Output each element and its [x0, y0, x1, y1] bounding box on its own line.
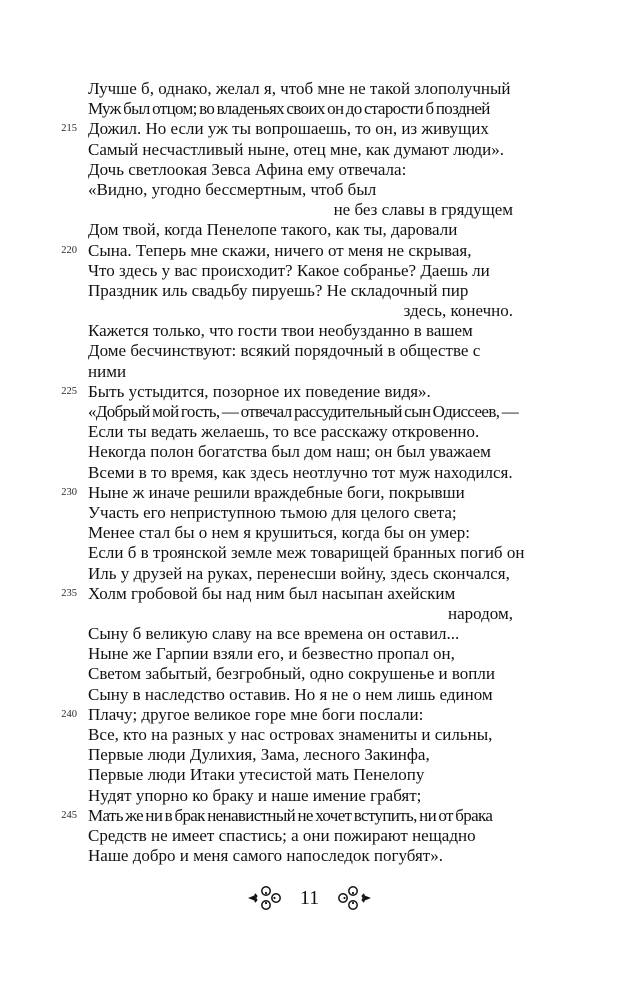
page-number: 11 [299, 887, 320, 909]
verse-text: Если ты ведать желаешь, то все расскажу откровенно. [88, 422, 480, 442]
verse-text: Средств не имеет спастись; а они пожирают нещадно [88, 825, 476, 845]
verse-text: Ныне ж иначе решили враждебные боги, покрывши [88, 482, 465, 502]
verse-line [88, 261, 513, 281]
verse-text: Самый несчастливый ныне, отец мне, как думают люди». [88, 139, 505, 159]
verse-line [61, 704, 513, 725]
verse-line [88, 200, 513, 220]
fleuron-right-icon [335, 884, 371, 912]
verse-text: «Добрый мой гость, — отвечал рассудительный сын Одиссеев, — [88, 402, 519, 421]
verse-text: Ныне же Гарпии взяли его, и безвестно пропал он, [88, 644, 455, 664]
line-number: 225 [61, 385, 77, 397]
verse-line [88, 523, 513, 543]
fleuron-left-icon [248, 884, 284, 912]
verse-text: Мать же ни в брак ненавистный не хочет вступить, ни от брака [88, 805, 493, 825]
verse-line [61, 381, 513, 402]
verse-text: Первые люди Итаки утесистой мать Пенелопу [88, 765, 425, 785]
verse-line [61, 805, 513, 826]
verse-line [88, 301, 513, 321]
verse-line [88, 644, 513, 664]
verse-text: «Видно, угодно бессмертным, чтоб был [88, 179, 377, 199]
verse-line [88, 321, 513, 341]
verse-text: Всеми в то время, как здесь неотлучно тот муж находился. [88, 462, 513, 482]
verse-line [88, 846, 513, 866]
verse-text: Наше добро и меня самого напоследок погубят». [88, 846, 443, 866]
verse-text: Дом твой, когда Пенелопе такого, как ты, даровали [88, 220, 458, 240]
verse-line [88, 160, 513, 180]
line-number: 230 [61, 486, 77, 498]
verse-text: Светом забытый, безгробный, одно сокрушенье и вопли [88, 664, 495, 684]
verse-text: Дочь светлоокая Зевса Афина ему отвечала: [88, 159, 407, 179]
verse-text: Сына. Теперь мне скажи, ничего от меня не скрывая, [88, 240, 472, 260]
verse-line [88, 402, 519, 422]
verse-text: Участь его неприступною тьмою для целого света; [88, 502, 457, 522]
verse-text: Праздник иль свадьбу пируешь? Не складочный пир [88, 280, 469, 300]
verse-line [88, 786, 513, 806]
verse-text: народом, [448, 603, 513, 623]
line-number: 235 [61, 587, 77, 599]
verse-text: Что здесь у вас происходит? Какое собранье? Даешь ли [88, 260, 490, 280]
verse-line [88, 685, 513, 705]
line-number: 245 [61, 809, 77, 821]
verse-text: не без славы в грядущем [333, 200, 513, 220]
verse-text: Если б в троянской земле меж товарищей бранных погиб он [88, 543, 525, 563]
verse-text: Менее стал бы о нем я крушиться, когда бы он умер: [88, 523, 470, 543]
verse-text: Быть устыдится, позорное их поведение видя». [88, 381, 431, 401]
verse-line [88, 281, 513, 301]
verse-line [88, 765, 513, 785]
line-number: 220 [61, 244, 77, 256]
verse-line [88, 664, 513, 684]
page-footer [0, 884, 619, 912]
verse-text: ними [88, 361, 127, 381]
verse-line [88, 220, 513, 240]
verse-line [88, 180, 513, 200]
verse-line [88, 624, 513, 644]
verse-line [61, 583, 513, 604]
verse-line [61, 119, 513, 139]
verse-text: Нудят упорно ко браку и наше имение грабят; [88, 785, 422, 805]
verse-line [88, 503, 513, 523]
verse-line [88, 341, 513, 361]
verse-line [88, 543, 525, 563]
verse-text: Некогда полон богатства был дом наш; он был уважаем [88, 442, 491, 462]
verse-line [61, 240, 513, 261]
verse-line [88, 604, 513, 624]
poem-lines [61, 79, 525, 866]
verse-line [88, 362, 513, 382]
line-number: 215 [61, 123, 77, 135]
verse-text: Дожил. Но если уж ты вопрошаешь, то он, из живущих [88, 119, 489, 139]
verse-line [88, 422, 513, 442]
verse-text: Все, кто на разных у нас островах знамениты и сильны, [88, 725, 493, 744]
verse-line [88, 725, 513, 745]
verse-line [88, 745, 513, 765]
verse-text: Лучше б, однако, желал я, чтоб мне не такой злополучный [88, 79, 511, 98]
verse-line [88, 79, 513, 99]
verse-text: Сыну в наследство оставив. Но я не о нем лишь едином [88, 684, 493, 704]
verse-line [88, 140, 513, 160]
line-number: 240 [61, 708, 77, 720]
verse-text: Муж был отцом; во владеньях своих он до старости б поздней [88, 99, 490, 119]
verse-line [88, 826, 513, 846]
verse-text: здесь, конечно. [403, 301, 513, 321]
verse-line [88, 463, 513, 483]
verse-text: Сыну б великую славу на все времена он оставил... [88, 624, 460, 644]
verse-text: Доме бесчинствуют: всякий порядочный в обществе с [88, 341, 481, 361]
verse-text: Кажется только, что гости твои необузданно в вашем [88, 321, 473, 341]
verse-line [88, 99, 513, 119]
verse-text: Первые люди Дулихия, Зама, лесного Закинфа, [88, 745, 430, 765]
verse-line [88, 442, 513, 462]
verse-text: Плачу; другое великое горе мне боги послали: [88, 704, 424, 724]
verse-line [61, 482, 513, 503]
verse-line [88, 564, 513, 584]
verse-text: Иль у друзей на руках, перенесши войну, здесь скончался, [88, 563, 510, 583]
verse-text: Холм гробовой бы над ним был насыпан ахейским [88, 583, 456, 603]
